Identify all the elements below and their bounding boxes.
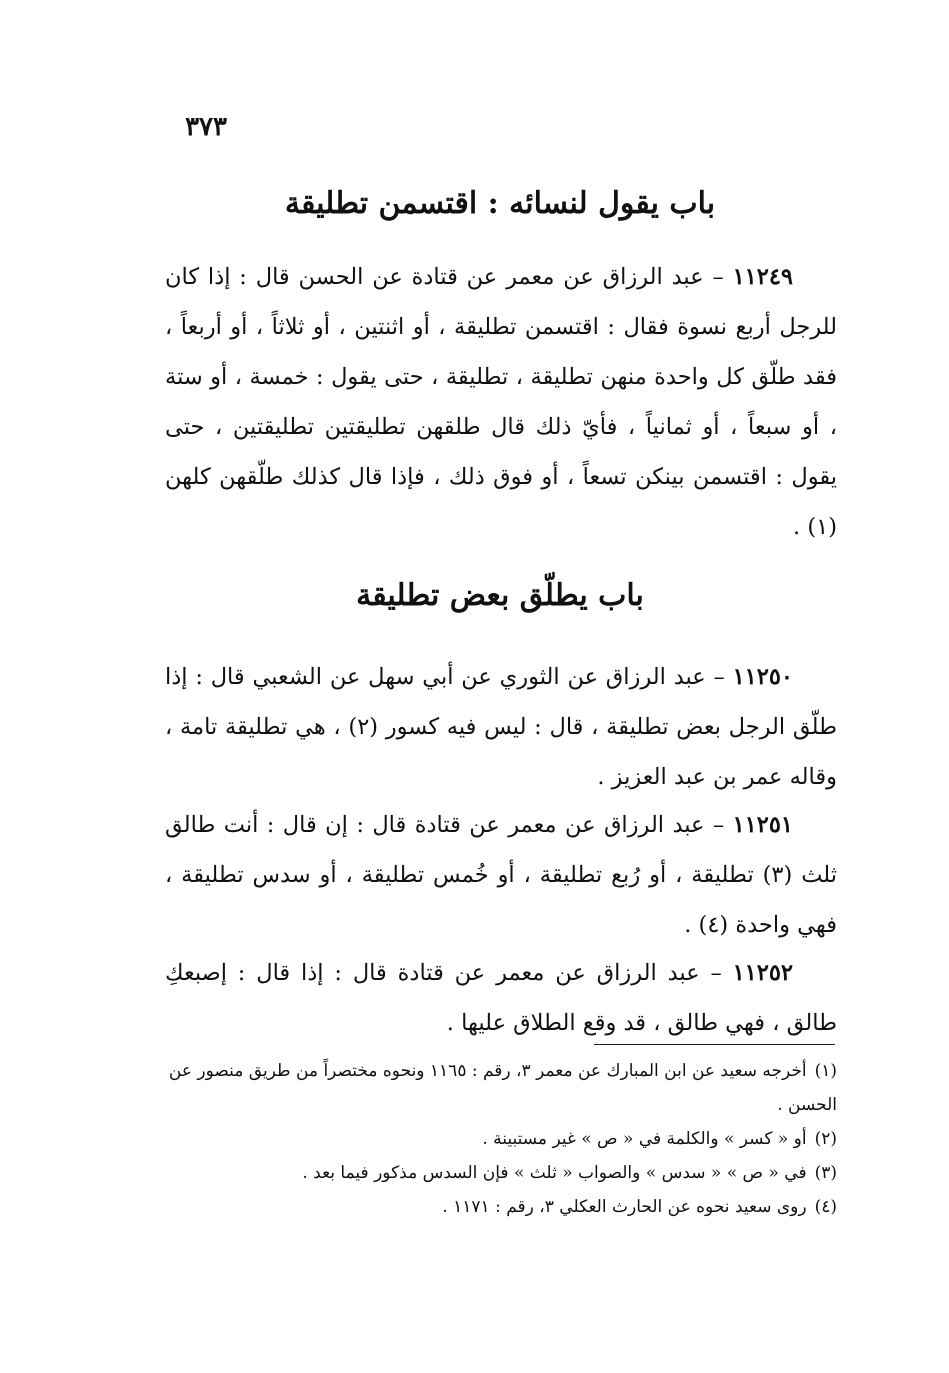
- footnote: [165, 1122, 837, 1156]
- entry-text: – عبد الرزاق عن معمر عن قتادة قال : إن قال : أنت طالق ثلث (٣) تطليقة ، أو رُبع تطليقة ، أو خُمس تطليقة ، أو سدس تطليقة ، فهي واحدة (٤) .: [165, 812, 837, 938]
- footnote-text: في « ص » « سدس » والصواب « ثلث » فإن السدس مذكور فيما بعد .: [302, 1163, 807, 1183]
- page-number: ٣٧٣: [185, 112, 227, 142]
- footnote: [165, 1190, 837, 1224]
- footnote-text: أو « كسر » والكلمة في « ص » غير مستبينة .: [482, 1129, 807, 1149]
- entry-text: – عبد الرزاق عن معمر عن قتادة قال : إذا قال : إصبعكِ طالق ، فهي طالق ، قد وقع الطلاق عليها .: [165, 960, 837, 1036]
- footnote: [165, 1054, 837, 1122]
- entry-number: ١١٢٤٩: [732, 264, 793, 290]
- hadith-entry: [165, 800, 837, 950]
- footnote-number: (١): [814, 1061, 837, 1081]
- footnote-divider: [594, 1044, 835, 1045]
- footnote-number: (٤): [814, 1197, 837, 1217]
- entry-text: – عبد الرزاق عن الثوري عن أبي سهل عن الشعبي قال : إذا طلّق الرجل بعض تطليقة ، قال : ليس فيه كسور (٢) ، هي تطليقة تامة ، وقاله عمر بن عبد العزيز .: [165, 664, 837, 790]
- footnotes: [165, 1054, 837, 1224]
- entry-number: ١١٢٥١: [732, 812, 793, 838]
- footnote: [165, 1156, 837, 1190]
- hadith-entry: [165, 948, 837, 1048]
- hadith-entry: [165, 252, 837, 552]
- chapter-heading: باب يطلّق بعض تطليقة: [356, 578, 644, 613]
- entry-text: – عبد الرزاق عن معمر عن قتادة عن الحسن قال : إذا كان للرجل أربع نسوة فقال : اقتسمن تطليقة ، أو اثنتين ، أو ثلاثاً ، أو أربعاً ، فقد طلّق كل واحدة منهن تطليقة ، تطليقة ، حتى يقول : خمسة ، أو ستة ، أو سبعاً ، أو ثمانياً ، فأيّ ذلك قال طلقهن تطليقتين تطليقتين ، حتى يقول : اقتسمن بينكن تسعاً ، أو فوق ذلك ، فإذا قال كذلك طلّقهن كلهن (١) .: [165, 264, 837, 540]
- entry-number: ١١٢٥٠: [732, 664, 793, 690]
- footnote-text: روى سعيد نحوه عن الحارث العكلي ٣، رقم : ١١٧١ .: [442, 1197, 807, 1217]
- footnote-text: أخرجه سعيد عن ابن المبارك عن معمر ٣، رقم : ١١٦٥ ونحوه مختصراً من طريق منصور عن الحسن .: [168, 1061, 837, 1115]
- footnote-number: (٣): [814, 1163, 837, 1183]
- hadith-entry: [165, 652, 837, 802]
- footnote-number: (٢): [814, 1129, 837, 1149]
- chapter-heading: باب يقول لنسائه : اقتسمن تطليقة: [284, 186, 716, 221]
- entry-number: ١١٢٥٢: [732, 960, 793, 986]
